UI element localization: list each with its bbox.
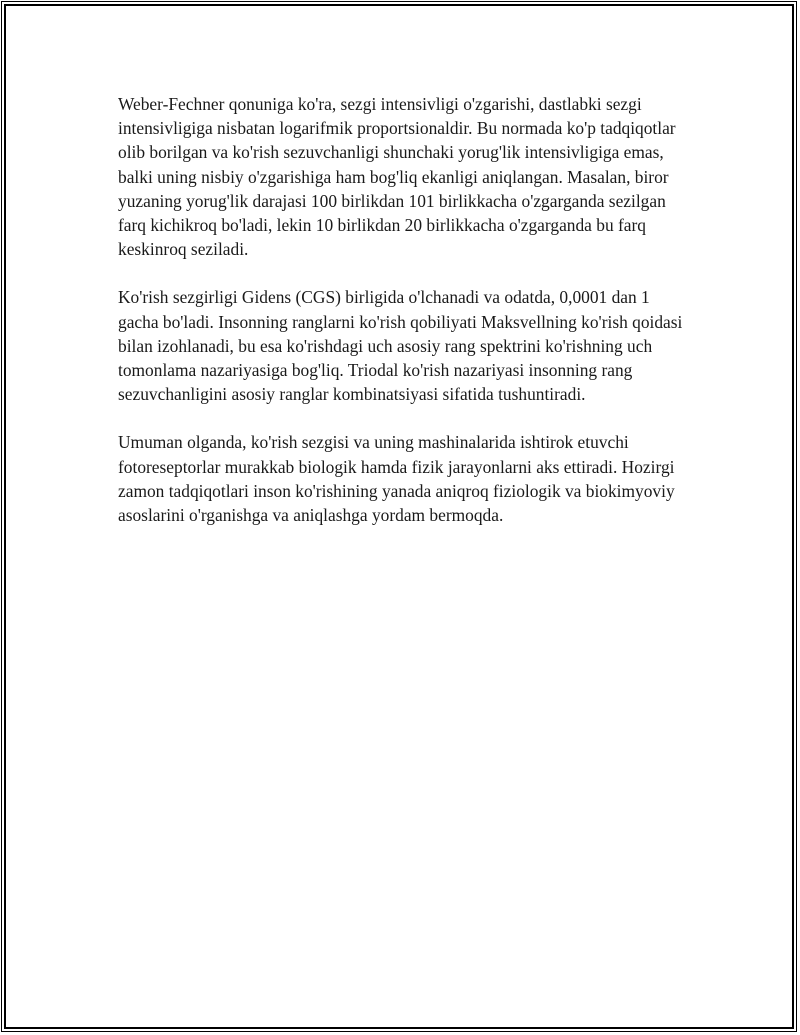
paragraph-visual-sensitivity: Ko'rish sezgirligi Gidens (CGS) birligida o'lchanadi va odatda, 0,0001 dan 1 gacha bo'ladi. Insonning ranglarni ko'rish qobiliyati Maksvellning ko'rish qoidasi bilan izohlanadi, bu esa ko'rishdagi uch asosiy rang spektrini ko'rishning uch tomonlama nazariyasiga bog'liq. Triodal ko'rish nazariyasi insonning rang sezuvchanligini asosiy ranglar kombinatsiyasi sifatida tushuntiradi. bbox=[118, 287, 683, 405]
paragraph-conclusion: Umuman olganda, ko'rish sezgisi va uning mashinalarida ishtirok etuvchi fotoreseptorlar murakkab biologik hamda fizik jarayonlarni aks ettiradi. Hozirgi zamon tadqiqotlari inson ko'rishining yanada aniqroq fiziologik va biokimyoviy asoslarini o'rganishga va aniqlashga yordam bermoqda. bbox=[118, 432, 675, 526]
document-body bbox=[118, 92, 688, 551]
paragraph-weber-fechner: Weber-Fechner qonuniga ko'ra, sezgi intensivligi o'zgarishi, dastlabki sezgi intensivligiga nisbatan logarifmik proportsionaldir. Bu normada ko'p tadqiqotlar olib borilgan va ko'rish sezuvchanligi shunchaki yorug'lik intensivligiga emas, balki uning nisbiy o'zgarishiga ham bog'liq ekanligi aniqlangan. Masalan, biror yuzaning yorug'lik darajasi 100 birlikdan 101 birlikkacha o'zgarganda sezilgan farq kichikroq bo'ladi, lekin 10 birlikdan 20 birlikkacha o'zgarganda bu farq keskinroq seziladi. bbox=[118, 94, 676, 260]
